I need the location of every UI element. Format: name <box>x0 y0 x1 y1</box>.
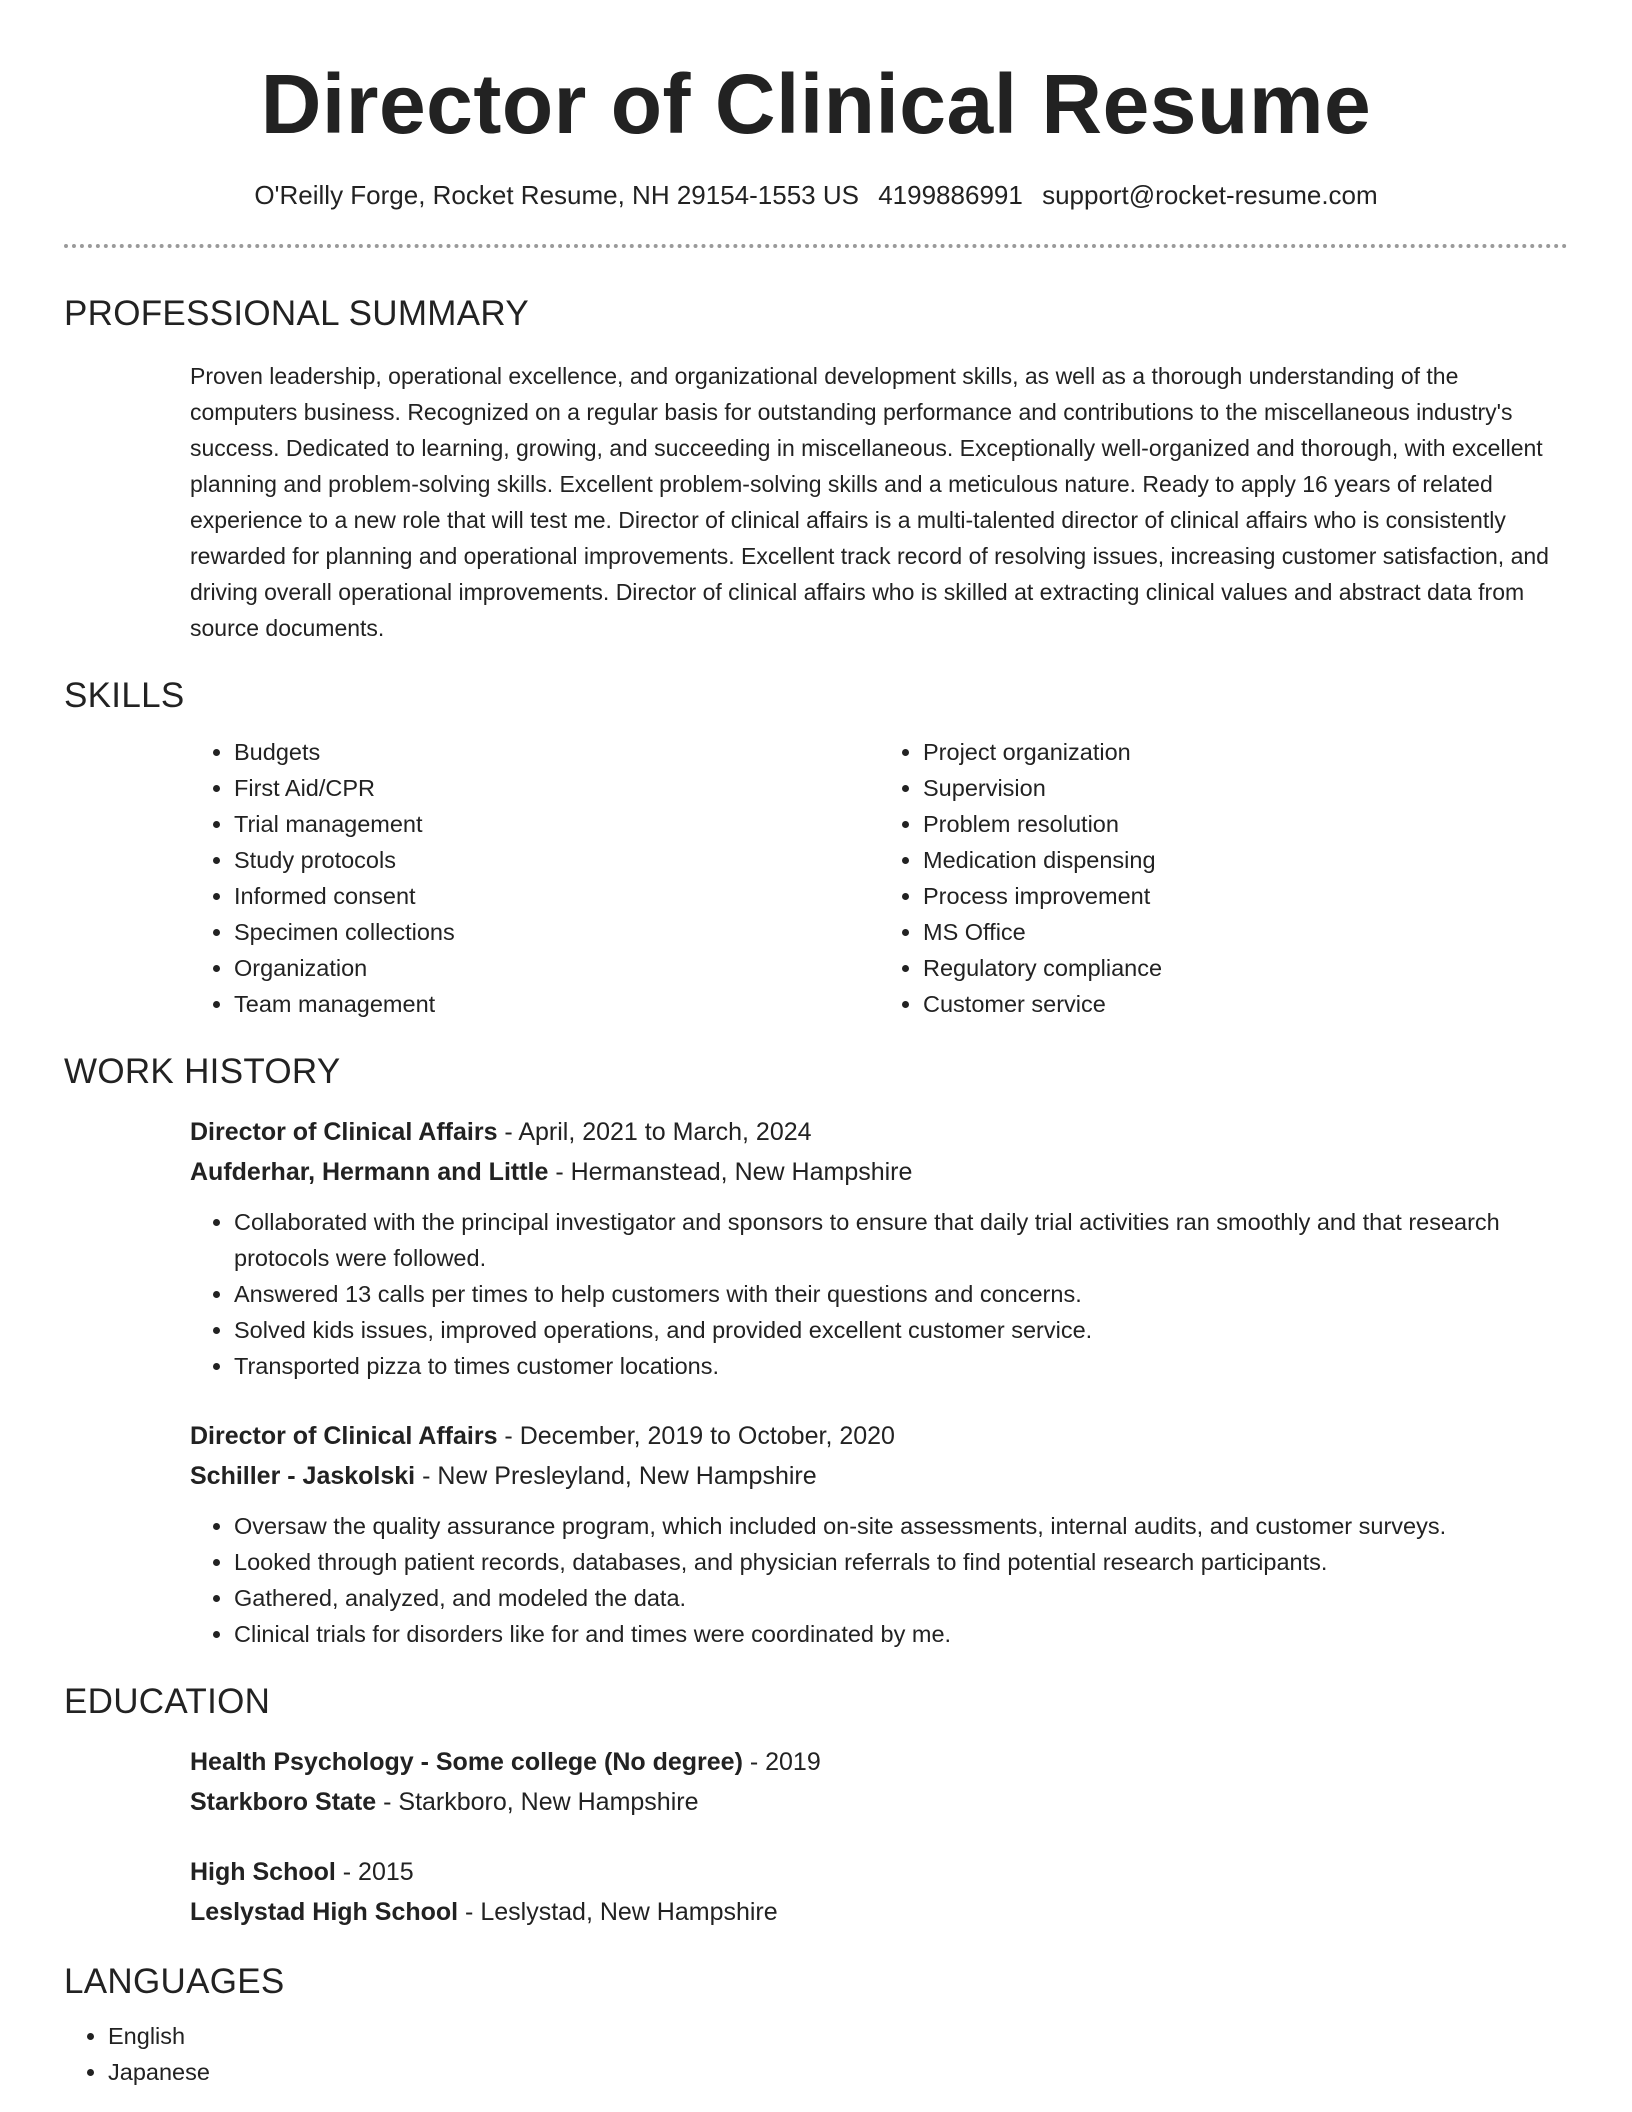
languages-heading: LANGUAGES <box>64 1962 285 2001</box>
skill-item: • Informed consent <box>234 878 879 914</box>
work-section <box>64 1050 1568 1652</box>
education-school-line <box>190 1892 1568 1932</box>
education-heading: EDUCATION <box>64 1682 271 1721</box>
summary-heading: PROFESSIONAL SUMMARY <box>64 294 529 333</box>
contact-email[interactable]: support@rocket-resume.com <box>1042 180 1378 210</box>
resume-page <box>64 0 1568 2090</box>
education-location: - Leslystad, New Hampshire <box>458 1898 778 1926</box>
skill-item: • Medication dispensing <box>923 842 1568 878</box>
education-location: - Starkboro, New Hampshire <box>376 1788 699 1816</box>
education-section <box>64 1680 1568 1932</box>
job-bullet: • Oversaw the quality assurance program, which included on-site assessments, internal audits, and customer surveys. <box>234 1508 1568 1544</box>
education-school: Leslystad High School <box>190 1898 459 1926</box>
skill-item: • Project organization <box>923 734 1568 770</box>
job-company-line <box>190 1152 1568 1192</box>
language-item: • Japanese <box>108 2054 1568 2090</box>
job-bullet: • Looked through patient records, databases, and physician referrals to find potential research participants. <box>234 1544 1568 1580</box>
education-school: Starkboro State <box>190 1788 377 1816</box>
skill-item: • Problem resolution <box>923 806 1568 842</box>
skill-item: • MS Office <box>923 914 1568 950</box>
work-heading: WORK HISTORY <box>64 1052 341 1091</box>
skill-item: • Process improvement <box>923 878 1568 914</box>
resume-title: Director of Clinical Resume <box>260 57 1372 151</box>
summary-text: Proven leadership, operational excellence, and organizational development skills, as well as a thorough understanding of the computers business. Recognized on a regular basis for outstanding performance and contributions to the miscellaneous industry's success. Dedicated to learning, growing, and succeeding in miscellaneous. Exceptionally well-organized and thorough, with excellent planning and problem-solving skills. Excellent problem-solving skills and a meticulous nature. Ready to apply 16 years of related experience to a new role that will test me. Director of clinical affairs is a multi-talented director of clinical affairs who is consistently rewarded for planning and operational improvements. Excellent track record of resolving issues, increasing customer satisfaction, and driving overall operational improvements. Director of clinical affairs who is skilled at extracting clinical values and abstract data from source documents. <box>190 363 1549 641</box>
contact-line <box>64 178 1568 212</box>
skill-item: • Supervision <box>923 770 1568 806</box>
skill-item: • Specimen collections <box>234 914 879 950</box>
education-degree-line <box>190 1852 1568 1892</box>
job-company: Schiller - Jaskolski <box>190 1462 416 1490</box>
contact-phone: 4199886991 <box>878 180 1023 210</box>
skills-columns <box>190 734 1568 1022</box>
job-title-line <box>190 1416 1568 1456</box>
job-bullets <box>190 1508 1568 1652</box>
languages-list <box>64 2018 1568 2090</box>
job-title: Director of Clinical Affairs <box>190 1118 498 1146</box>
languages-section <box>64 1960 1568 2090</box>
job-title: Director of Clinical Affairs <box>190 1422 498 1450</box>
job-dates: - April, 2021 to March, 2024 <box>497 1118 812 1146</box>
skill-item: • Customer service <box>923 986 1568 1022</box>
skills-section <box>64 674 1568 1022</box>
skills-heading: SKILLS <box>64 676 185 715</box>
education-degree-line <box>190 1742 1568 1782</box>
contact-address: O'Reilly Forge, Rocket Resume, NH 29154-1553 US <box>254 180 859 210</box>
job-bullet: • Answered 13 calls per times to help customers with their questions and concerns. <box>234 1276 1568 1312</box>
job-entry <box>190 1112 1568 1384</box>
job-bullet: • Gathered, analyzed, and modeled the data. <box>234 1580 1568 1616</box>
job-bullet: • Clinical trials for disorders like for and times were coordinated by me. <box>234 1616 1568 1652</box>
job-bullet: • Solved kids issues, improved operations, and provided excellent customer service. <box>234 1312 1568 1348</box>
job-bullets <box>190 1204 1568 1384</box>
skills-list-right <box>879 734 1568 1022</box>
summary-section <box>64 292 1568 646</box>
skill-item: • Regulatory compliance <box>923 950 1568 986</box>
job-title-line <box>190 1112 1568 1152</box>
skill-item: • Budgets <box>234 734 879 770</box>
education-school-line <box>190 1782 1568 1822</box>
job-dates: - December, 2019 to October, 2020 <box>497 1422 895 1450</box>
skill-item: • Organization <box>234 950 879 986</box>
language-item: • English <box>108 2018 1568 2054</box>
skills-list-left <box>190 734 879 1022</box>
job-company: Aufderhar, Hermann and Little <box>190 1158 549 1186</box>
skill-item: • Team management <box>234 986 879 1022</box>
job-entry <box>190 1416 1568 1652</box>
job-bullet: • Collaborated with the principal investigator and sponsors to ensure that daily trial activities ran smoothly and that research protocols were followed. <box>234 1204 1568 1276</box>
skill-item: • Study protocols <box>234 842 879 878</box>
education-degree: High School <box>190 1858 336 1886</box>
job-bullet: • Transported pizza to times customer locations. <box>234 1348 1568 1384</box>
job-company-line <box>190 1456 1568 1496</box>
skill-item: • Trial management <box>234 806 879 842</box>
education-year: - 2015 <box>335 1858 414 1886</box>
education-entry <box>190 1742 1568 1822</box>
job-location: - Hermanstead, New Hampshire <box>548 1158 913 1186</box>
education-degree: Health Psychology - Some college (No degree) <box>190 1748 743 1776</box>
education-entry <box>190 1852 1568 1932</box>
education-year: - 2019 <box>742 1748 821 1776</box>
job-location: - New Presleyland, New Hampshire <box>415 1462 817 1490</box>
header-divider <box>64 244 1568 248</box>
skill-item: • First Aid/CPR <box>234 770 879 806</box>
